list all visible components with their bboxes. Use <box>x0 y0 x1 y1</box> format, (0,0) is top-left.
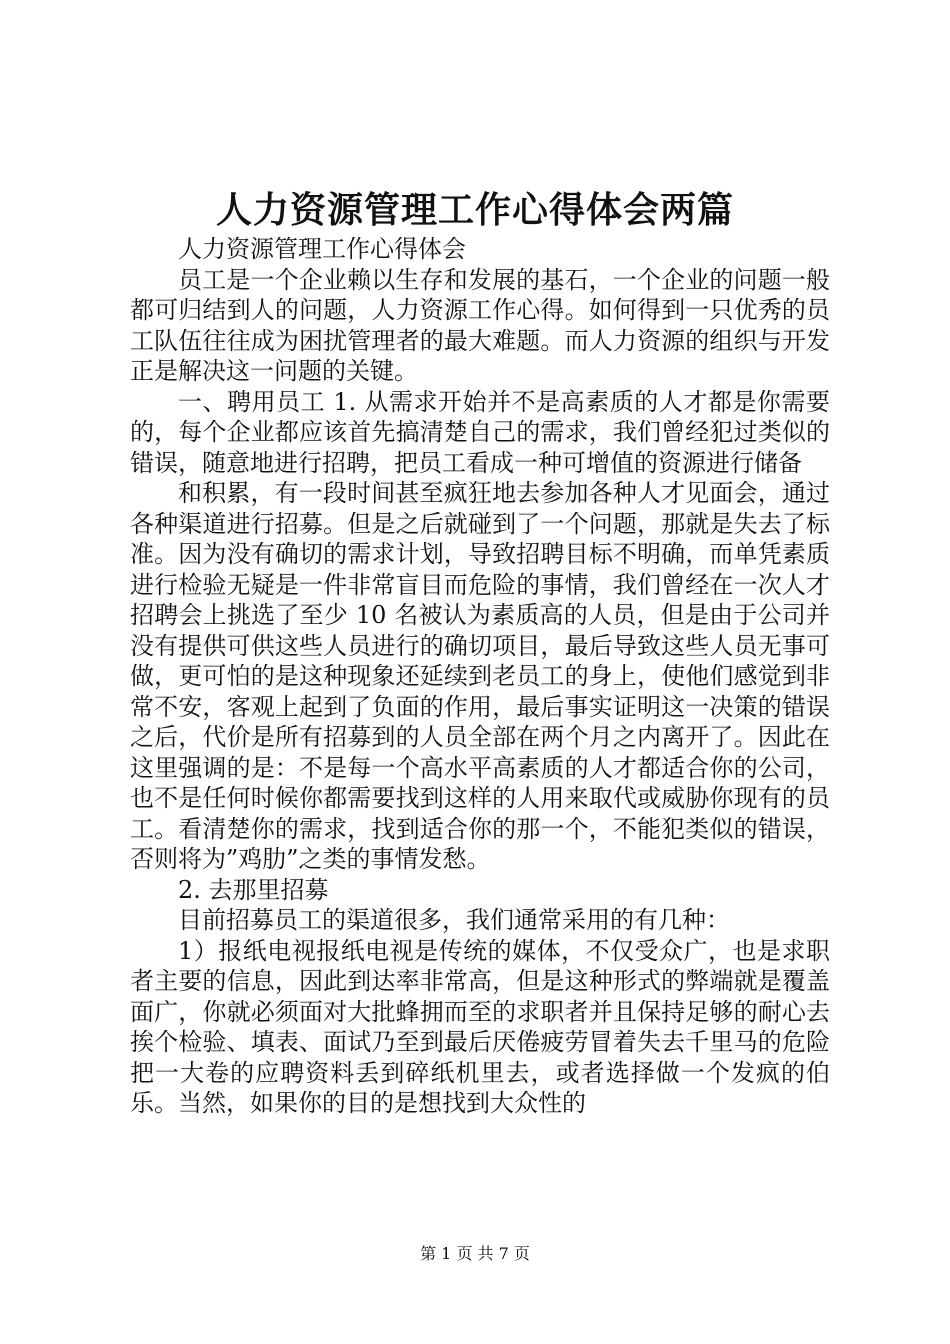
channels-paragraph: 目前招募员工的渠道很多，我们通常采用的有几种： <box>178 906 730 934</box>
document-body <box>130 234 830 1119</box>
page-footer: 第 1 页 共 7 页 <box>420 1244 530 1263</box>
intro-paragraph: 员工是一个企业赖以生存和发展的基石，一个企业的问题一般都可归结到人的问题，人力资源工作心得。如何得到一只优秀的员工队伍往往成为困扰管理者的最大难题。而人力资源的组织与开发正是解决这一问题的关键。 <box>130 265 830 385</box>
accumulation-paragraph: 和积累，有一段时间甚至疯狂地去参加各种人才见面会，通过各种渠道进行招募。但是之后就碰到了一个问题，那就是失去了标准。因为没有确切的需求计划，导致招聘目标不明确，而单凭素质进行检验无疑是一件非常盲目而危险的事情，我们曾经在一次人才招聘会上挑选了至少 10 名被认为素质高的人员，但是由于公司并没有提供可供这些人员进行的确切项目，最后导致这些人员无事可做，更可怕的是这种现象还延续到老员工的身上，使他们感觉到非常不安，客观上起到了负面的作用，最后事实证明这一决策的错误之后，代价是所有招募到的人员全部在两个月之内离开了。因此在这里强调的是：不是每一个高水平高素质的人才都适合你的公司，也不是任何时候你都需要找到这样的人用来取代或威胁你现有的员工。看清楚你的需求，找到适合你的那一个，不能犯类似的错误，否则将为”鸡肋”之类的事情发愁。 <box>130 479 830 873</box>
section-where-heading: 2. 去那里招募 <box>178 875 329 904</box>
subtitle-paragraph: 人力资源管理工作心得体会 <box>178 235 466 263</box>
newspaper-tv-paragraph: 1）报纸电视报纸电视是传统的媒体，不仅受众广，也是求职者主要的信息，因此到达率非常高，但是这种形式的弊端就是覆盖面广，你就必须面对大批蜂拥而至的求职者并且保持足够的耐心去挨个检验、填表、面试乃至到最后厌倦疲劳冒着失去千里马的危险把一大卷的应聘资料丢到碎纸机里去，或者选择做一个发疯的伯乐。当然，如果你的目的是想找到大众性的 <box>130 936 830 1117</box>
section-hiring-paragraph: 一、聘用员工 1. 从需求开始并不是高素质的人才都是你需要的，每个企业都应该首先搞清楚自己的需求，我们曾经犯过类似的错误，随意地进行招聘，把员工看成一种可增值的资源进行储备 <box>130 387 830 477</box>
document-title: 人力资源管理工作心得体会两篇 <box>215 189 734 231</box>
